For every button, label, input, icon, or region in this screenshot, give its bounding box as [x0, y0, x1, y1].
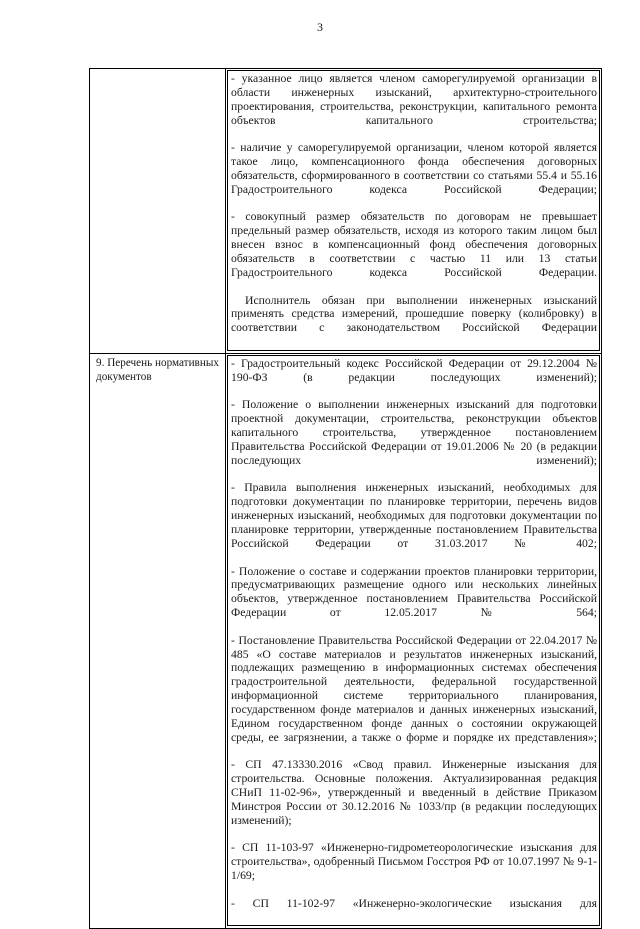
- table-row-2: [90, 353, 602, 929]
- page-number: 3: [317, 20, 323, 34]
- row-2-content-cell: [226, 353, 602, 929]
- paragraph: Исполнитель обязан при выполнении инженерных изысканий применять средства измерений, прошедшие поверку (колибровку) в соответствии с законодательством Российской Федерации: [231, 293, 597, 335]
- row-2-label: 9. Перечень нормативных документов: [96, 356, 219, 383]
- row-1-label: [90, 69, 225, 72]
- row-1-content: [227, 70, 600, 351]
- row-1-content-cell: [226, 69, 602, 354]
- row-2-content: [227, 355, 600, 927]
- paragraph: - СП 11-103-97 «Инженерно-гидрометеорологические изыскания для строительства», одобренный Письмом Госстроя РФ от 10.07.1997 № 9-1-1/69;: [231, 841, 597, 883]
- table-row-1: [90, 69, 602, 354]
- paragraph: - Положение о составе и содержании проектов планировки территории, предусматривающих размещение одного или нескольких линейных объектов, утвержденное постановлением Правительства Российской Федерации от 12.05.2017 № 564;: [231, 564, 597, 620]
- paragraph: - Постановление Правительства Российской Федерации от 22.04.2017 № 485 «О составе материалов и результатов инженерных изысканий, подлежащих размещению в информационных системах обеспечения градостроительной деятельности, федеральной государственной информационной системе территориального планирования, государственном фонде материалов и данных инженерных изысканий, Едином государственном фонде данных о состоянии окружающей среды, ее загрязнении, а также о форме и порядке их представления»;: [231, 633, 597, 744]
- paragraph: - Градостроительный кодекс Российской Федерации от 29.12.2004 № 190-ФЗ (в редакции последующих изменений);: [231, 356, 597, 384]
- paragraph: - указанное лицо является членом саморегулируемой организации в области инженерных изысканий, архитектурно-строительного проектирования, строительства, реконструкции, капитального ремонта объектов капитального строительства;: [231, 72, 597, 127]
- row-1-label-cell: [90, 69, 226, 354]
- requirements-table: [89, 68, 602, 929]
- paragraph: - наличие у саморегулируемой организации, членом которой является такое лицо, компенсационного фонда обеспечения договорных обязательств, сформированного в соответствии со статьями 55.4 и 55.16 Градостроительного кодекса Российской Федерации;: [231, 141, 597, 196]
- paragraph: - Положение о выполнении инженерных изысканий для подготовки проектной документации, строительства, реконструкции объектов капитального строительства, утвержденное постановлением Правительства Российской Федерации от 19.01.2006 № 20 (в редакции последующих изменений);: [231, 398, 597, 467]
- paragraph: - Правила выполнения инженерных изысканий, необходимых для подготовки документации по планировке территории, перечень видов инженерных изысканий, необходимых для подготовки документации по планировке территории, утвержденные постановлением Правительства Российской Федерации от 31.03.2017 № 402;: [231, 481, 597, 550]
- row-2-label-cell: [90, 353, 226, 929]
- paragraph: - совокупный размер обязательств по договорам не превышает предельный размер обязательств, исходя из которого таким лицом был внесен взнос в компенсационный фонд обеспечения договорных обязательств в соответствии с частью 11 или 13 статьи Градостроительного кодекса Российской Федерации.: [231, 210, 597, 279]
- paragraph: - СП 47.13330.2016 «Свод правил. Инженерные изыскания для строительства. Основные положения. Актуализированная редакция СНиП 11-02-96», утвержденный и введенный в действие Приказом Минстроя России от 30.12.2016 № 1033/пр (в редакции последующих изменений);: [231, 758, 597, 827]
- paragraph: - СП 11-102-97 «Инженерно-экологические изыскания для: [231, 896, 597, 910]
